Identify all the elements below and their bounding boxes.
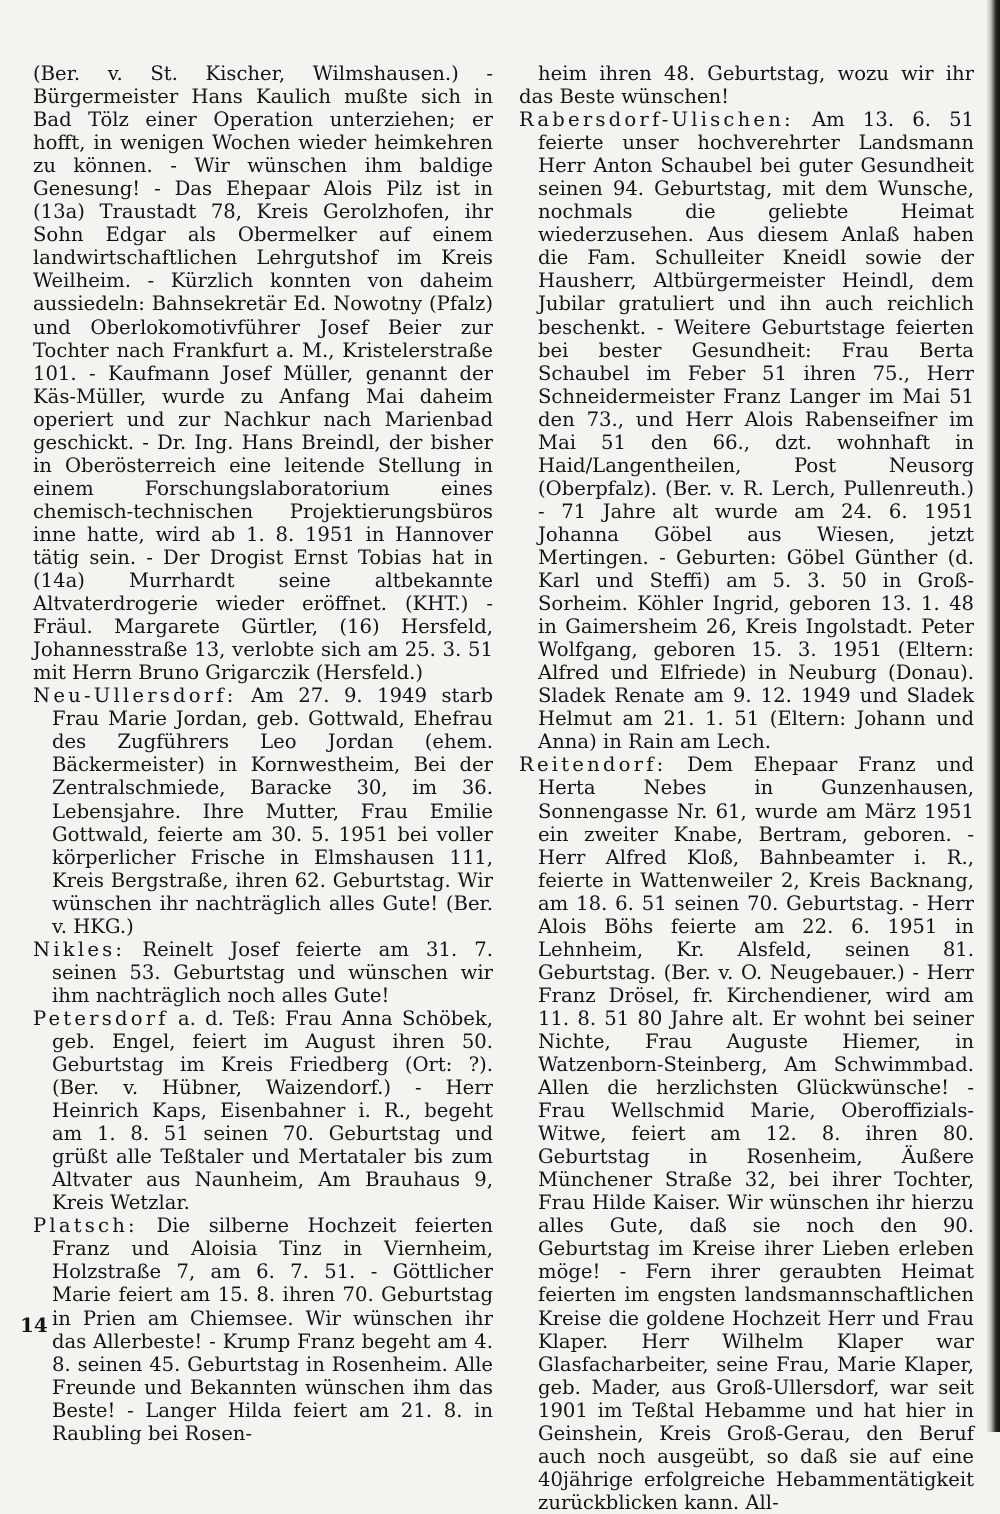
entry-text: Am 13. 6. 51 feierte unser hochverehrter Landsmann Herr Anton Schaubel bei guter Gesundheit seinen 94. Geburtstag, mit dem Wunsche, nochmals die geliebte Heimat wiederzusehen. Aus diesem Anlaß haben die Fam. Schulleiter Kneidl sowie der Hausherr, Altbürgermeister Heindl, dem Jubilar gratuliert und ihn auch reichlich beschenkt. - Weitere Geburtstage feierten bei bester Gesundheit: Frau Berta Schaubel im Feber 51 ihren 75., Herr Schneidermeister Franz Langer im Mai 51 den 73., und Herr Alois Rabenseifner im Mai 51 den 66., dzt. wohnhaft in Haid/Langentheilen, Post Neusorg (Oberpfalz). (Ber. v. R. Lerch, Pullenreuth.) - 71 Jahre alt wurde am 24. 6. 1951 Johanna Göbel aus Wiesen, jetzt Mertingen. - Geburten: Göbel Günther (d. Karl und Steffi) am 5. 3. 50 in Groß-Sorheim. Köhler Ingrid, geboren 13. 1. 48 in Gaimersheim 26, Kreis Ingolstadt. Peter Wolfgang, geboren 15. 3. 1951 (Eltern: Alfred und Elfriede) in Neuburg (Donau). Sladek Renate am 9. 12. 1949 und Sladek Helmut am 21. 1. 51 (Eltern: Johann und Anna) in Rain am Lech. (538, 108, 975, 754)
article-entry-reitendorf (519, 753, 974, 1514)
article-entry-nikles (33, 938, 493, 1007)
article-entry-continued (33, 62, 493, 684)
entry-text: Die silberne Hochzeit feierten Franz und Aloisia Tinz in Viernheim, Holzstraße 7, am 6. 7. 51. - Göttlicher Marie feiert am 15. 8. ihren 70. Geburtstag in Prien am Chiemsee. Wir wünschen ihr das Allerbeste! - Krump Franz begeht am 4. 8. seinen 45. Geburtstag in Rosenheim. Alle Freunde und Bekannten wünschen ihm das Beste! - Langer Hilda feiert am 21. 8. in Raubling bei Rosen- (52, 1214, 493, 1445)
place-heading: Platsch: (33, 1214, 138, 1238)
article-entry-continued (519, 62, 974, 108)
entry-text: heim ihren 48. Geburtstag, wozu wir ihr das Beste wünschen! (519, 62, 974, 109)
page-number: 14 (20, 1313, 48, 1337)
place-heading: Petersdorf (33, 1006, 169, 1030)
article-entry-rabersdorf-ulischen (519, 108, 974, 753)
right-column (519, 62, 974, 1514)
entry-text: Am 27. 9. 1949 starb Frau Marie Jordan, geb. Gottwald, Ehefrau des Zugführers Leo Jordan (ehem. Bäckermeister) in Kornwestheim, Bei der Zentralschmiede, Baracke 30, im 36. Lebensjahre. Ihre Mutter, Frau Emilie Gottwald, feierte am 30. 5. 1951 bei voller körperlicher Frische in Elmshausen 111, Kreis Bergstraße, ihren 62. Geburtstag. Wir wünschen ihr nachträglich alles Gute! (Ber. v. HKG.) (52, 684, 493, 938)
article-entry-neu-ullersdorf (33, 684, 493, 938)
entry-text: Reinelt Josef feierte am 31. 7. seinen 53. Geburtstag und wünschen wir ihm nachträglich noch alles Gute! (52, 937, 494, 1007)
page-binding-edge (986, 0, 1000, 1432)
article-entry-petersdorf (33, 1007, 493, 1214)
left-column (33, 62, 493, 1445)
entry-text: Dem Ehepaar Franz und Herta Nebes in Gunzenhausen, Sonnengasse Nr. 61, wurde am März 1951 ein zweiter Knabe, Bertram, geboren. - Herr Alfred Kloß, Bahnbeamter i. R., feierte in Wattenweiler 2, Kreis Backnang, am 18. 6. 51 seinen 70. Geburtstag. - Herr Alois Böhs feierte am 22. 6. 1951 in Lehnheim, Kr. Alsfeld, seinen 81. Geburtstag. (Ber. v. O. Neugebauer.) - Herr Franz Drösel, fr. Kirchendiener, wird am 11. 8. 51 80 Jahre alt. Er wohnt bei seiner Nichte, Frau Auguste Hiemer, in Watzenborn-Steinberg, Am Schwimmbad. Allen die herzlichsten Glückwünsche! - Frau Wellschmid Marie, Oberoffizials-Witwe, feiert am 12. 8. ihren 80. Geburtstag in Rosenheim, Äußere Münchener Straße 32, bei ihrer Tochter, Frau Hilde Kaiser. Wir wünschen ihr hierzu alles Gute, daß sie noch den 90. Geburtstag im Kreise ihrer Lieben erleben möge! - Fern ihrer geraubten Heimat feierten im engsten landsmannschaftlichen Kreise die goldene Hochzeit Herr und Frau Klaper. Herr Wilhelm Klaper war Glasfacharbeiter, seine Frau, Marie Klaper, geb. Mader, aus Groß-Ullersdorf, war seit 1901 im Teßtal Hebamme und hat hier in Geinshein, Kreis Groß-Gerau, den Beruf auch noch ausgeübt, so daß sie auf eine 40jährige erfolgreiche Hebammentätigkeit zurückblicken kann. All- (538, 753, 974, 1514)
entry-text: a. d. Teß: Frau Anna Schöbek, geb. Engel, feiert im August ihren 50. Geburtstag im Kreis Friedberg (Ort: ?). (Ber. v. Hübner, Waizendorf.) - Herr Heinrich Kaps, Eisenbahner i. R., begeht am 1. 8. 51 seinen 70. Geburtstag und grüßt alle Teßtaler und Mertataler bis zum Altvater aus Naunheim, Am Brauhaus 9, Kreis Wetzlar. (52, 1006, 493, 1215)
entry-text: (Ber. v. St. Kischer, Wilmshausen.) - Bürgermeister Hans Kaulich mußte sich in Bad Tölz einer Operation unterziehen; er hofft, in wenigen Wochen wieder heimkehren zu können. - Wir wünschen ihm baldige Genesung! - Das Ehepaar Alois Pilz ist in (13a) Traustadt 78, Kreis Gerolzhofen, ihr Sohn Edgar als Obermelker auf einem landwirtschaftlichen Lehrgutshof im Kreis Weilheim. - Kürzlich konnten von daheim aussiedeln: Bahnsekretär Ed. Nowotny (Pfalz) und Oberlokomotivführer Josef Beier zur Tochter nach Frankfurt a. M., Kristelerstraße 101. - Kaufmann Josef Müller, genannt der Käs-Müller, wurde zu Anfang Mai daheim operiert und zur Nachkur nach Marienbad geschickt. - Dr. Ing. Hans Breindl, der bisher in Oberösterreich eine leitende Stellung in einem Forschungslaboratorium eines chemisch-technischen Projektierungsbüros inne hatte, wird ab 1. 8. 1951 in Hannover tätig sein. - Der Drogist Ernst Tobias hat in (14a) Murrhardt seine altbekannte Altvaterdrogerie wieder eröffnet. (KHT.) - Fräul. Margarete Gürtler, (16) Hersfeld, Johannesstraße 13, verlobte sich am 25. 3. 51 mit Herrn Bruno Grigarczik (Hersfeld.) (33, 62, 493, 685)
article-entry-platsch (33, 1214, 493, 1444)
place-heading: Rabersdorf-Ulischen: (519, 108, 794, 132)
place-heading: Neu-Ullersdorf: (33, 684, 237, 708)
place-heading: Nikles: (33, 937, 126, 961)
place-heading: Reitendorf: (519, 753, 667, 777)
